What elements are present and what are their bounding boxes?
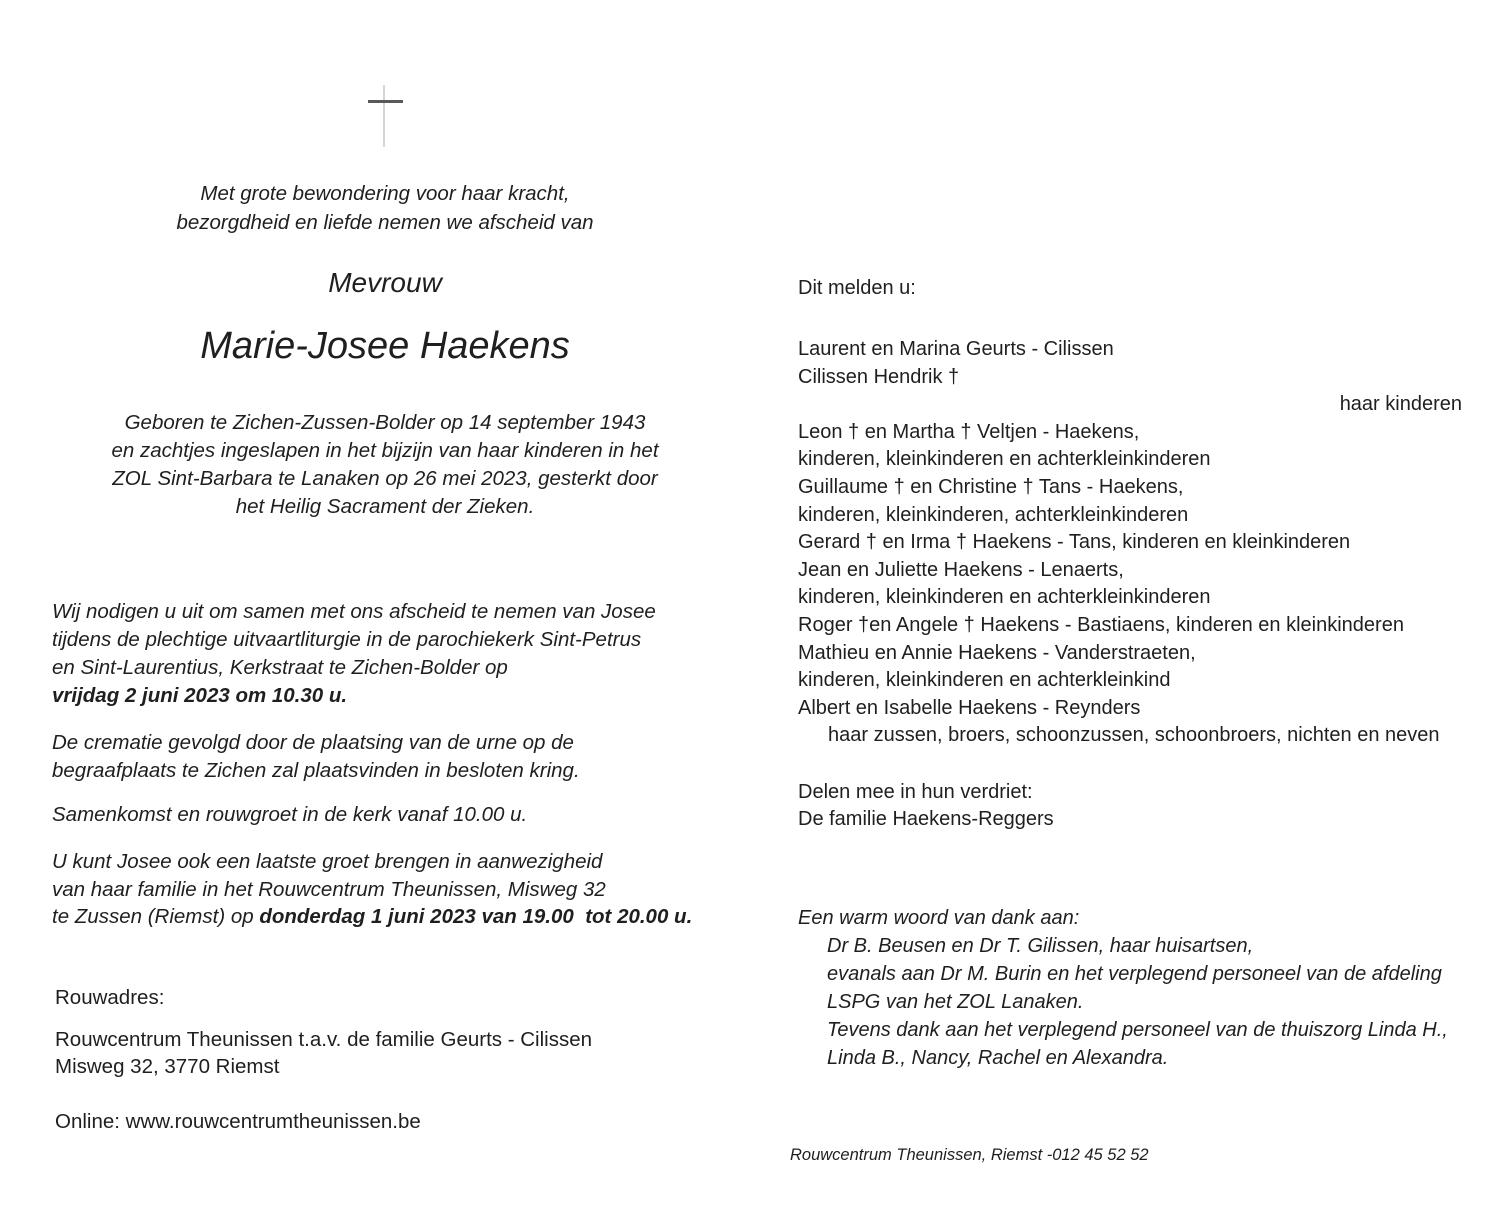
salutation: Mevrouw — [328, 267, 442, 298]
thanks-heading: Een warm woord van dank aan: — [798, 907, 1080, 929]
invitation-line: en Sint-Laurentius, Kerkstraat te Zichen-Bolder op — [52, 656, 508, 679]
latin-cross-icon — [368, 85, 403, 147]
children-role-label: haar kinderen — [1339, 393, 1462, 416]
thanks-line: Tevens dank aan het verplegend personeel van de thuiszorg Linda H., — [827, 1019, 1448, 1041]
family-line: Cilissen Hendrik † — [798, 365, 960, 388]
last-greeting-text — [52, 848, 742, 931]
announcement-heading: Dit melden u: — [798, 277, 916, 299]
intro-line: Met grote bewondering voor haar kracht, — [200, 182, 570, 205]
visitation-line — [52, 903, 742, 931]
cremation-line: De crematie gevolgd door de plaatsing van de urne op de — [52, 731, 574, 754]
life-dates-line: Geboren te Zichen-Zussen-Bolder op 14 september 1943 — [124, 411, 646, 434]
life-dates-line: en zachtjes ingeslapen in het bijzijn van haar kinderen in het — [111, 439, 659, 462]
funeral-invitation-text — [52, 598, 732, 710]
thanks-block — [798, 904, 1478, 1072]
visitation-prefix: te Zussen (Riemst) op — [52, 905, 260, 928]
intro-line: bezorgdheid en liefde nemen we afscheid van — [176, 211, 594, 234]
relative-line: kinderen, kleinkinderen en achterkleinkinderen — [798, 448, 1211, 471]
cremation-line: begraafplaats te Zichen zal plaatsvinden in besloten kring. — [52, 759, 580, 782]
funeral-datetime: vrijdag 2 juni 2023 om 10.30 u. — [52, 684, 348, 707]
cross-vertical-bar — [383, 85, 385, 147]
intro-text — [40, 179, 730, 237]
relative-line: kinderen, kleinkinderen en achterkleinkind — [798, 669, 1171, 692]
relative-line: kinderen, kleinkinderen en achterkleinkinderen — [798, 586, 1211, 609]
relative-line: Roger †en Angele † Haekens - Bastiaens, kinderen en kleinkinderen — [798, 613, 1404, 636]
visitation-datetime: donderdag 1 juni 2023 van 19.00 tot 20.00 u. — [259, 905, 693, 928]
thanks-line: LSPG van het ZOL Lanaken. — [827, 991, 1084, 1013]
relative-line: kinderen, kleinkinderen, achterkleinkinderen — [798, 503, 1189, 526]
relative-line: Guillaume † en Christine † Tans - Haekens, — [798, 475, 1184, 498]
cremation-text — [52, 729, 732, 785]
relative-line: Leon † en Martha † Veltjen - Haekens, — [798, 420, 1140, 443]
rouwadres-line: Rouwcentrum Theunissen t.a.v. de familie Geurts - Cilissen — [55, 1028, 593, 1051]
cross-horizontal-bar — [368, 100, 403, 103]
deceased-name: Marie-Josee Haekens — [200, 325, 570, 367]
gathering-text: Samenkomst en rouwgroet in de kerk vanaf 10.00 u. — [52, 803, 528, 826]
last-greeting-line: van haar familie in het Rouwcentrum Theunissen, Misweg 32 — [52, 877, 606, 901]
condolence-family: De familie Haekens-Reggers — [798, 808, 1054, 830]
life-dates-line: ZOL Sint-Barbara te Lanaken op 26 mei 2023, gesterkt door — [112, 467, 658, 490]
online-url: Online: www.rouwcentrumtheunissen.be — [55, 1110, 421, 1133]
siblings-role-label: haar zussen, broers, schoonzussen, schoonbroers, nichten en neven — [828, 724, 1440, 747]
family-line: Laurent en Marina Geurts - Cilissen — [798, 338, 1114, 360]
relative-line: Albert en Isabelle Haekens - Reynders — [798, 696, 1141, 719]
funeral-home-contact: Rouwcentrum Theunissen, Riemst -012 45 52 52 — [790, 1146, 1149, 1164]
invitation-line: Wij nodigen u uit om samen met ons afscheid te nemen van Josee — [52, 600, 656, 623]
condolence-block — [798, 779, 1462, 833]
rouwadres-address — [55, 1026, 715, 1080]
life-dates-text — [40, 409, 730, 521]
invitation-line: tijdens de plechtige uitvaartliturgie in de parochiekerk Sint-Petrus — [52, 628, 642, 651]
condolence-heading: Delen mee in hun verdriet: — [798, 781, 1033, 803]
announcers-list — [798, 336, 1462, 750]
thanks-line: Dr B. Beusen en Dr T. Gilissen, haar huisartsen, — [827, 935, 1254, 957]
last-greeting-line: U kunt Josee ook een laatste groet brengen in aanwezigheid — [52, 850, 603, 873]
rouwadres-label: Rouwadres: — [55, 986, 165, 1009]
thanks-line: Linda B., Nancy, Rachel en Alexandra. — [827, 1047, 1169, 1069]
relative-line: Jean en Juliette Haekens - Lenaerts, — [798, 558, 1124, 581]
relative-line: Mathieu en Annie Haekens - Vanderstraeten, — [798, 641, 1196, 664]
thanks-line: evanals aan Dr M. Burin en het verplegend personeel van de afdeling — [827, 963, 1442, 985]
life-dates-line: het Heilig Sacrament der Zieken. — [235, 495, 535, 518]
rouwadres-line: Misweg 32, 3770 Riemst — [55, 1055, 280, 1078]
relative-line: Gerard † en Irma † Haekens - Tans, kinderen en kleinkinderen — [798, 531, 1351, 554]
